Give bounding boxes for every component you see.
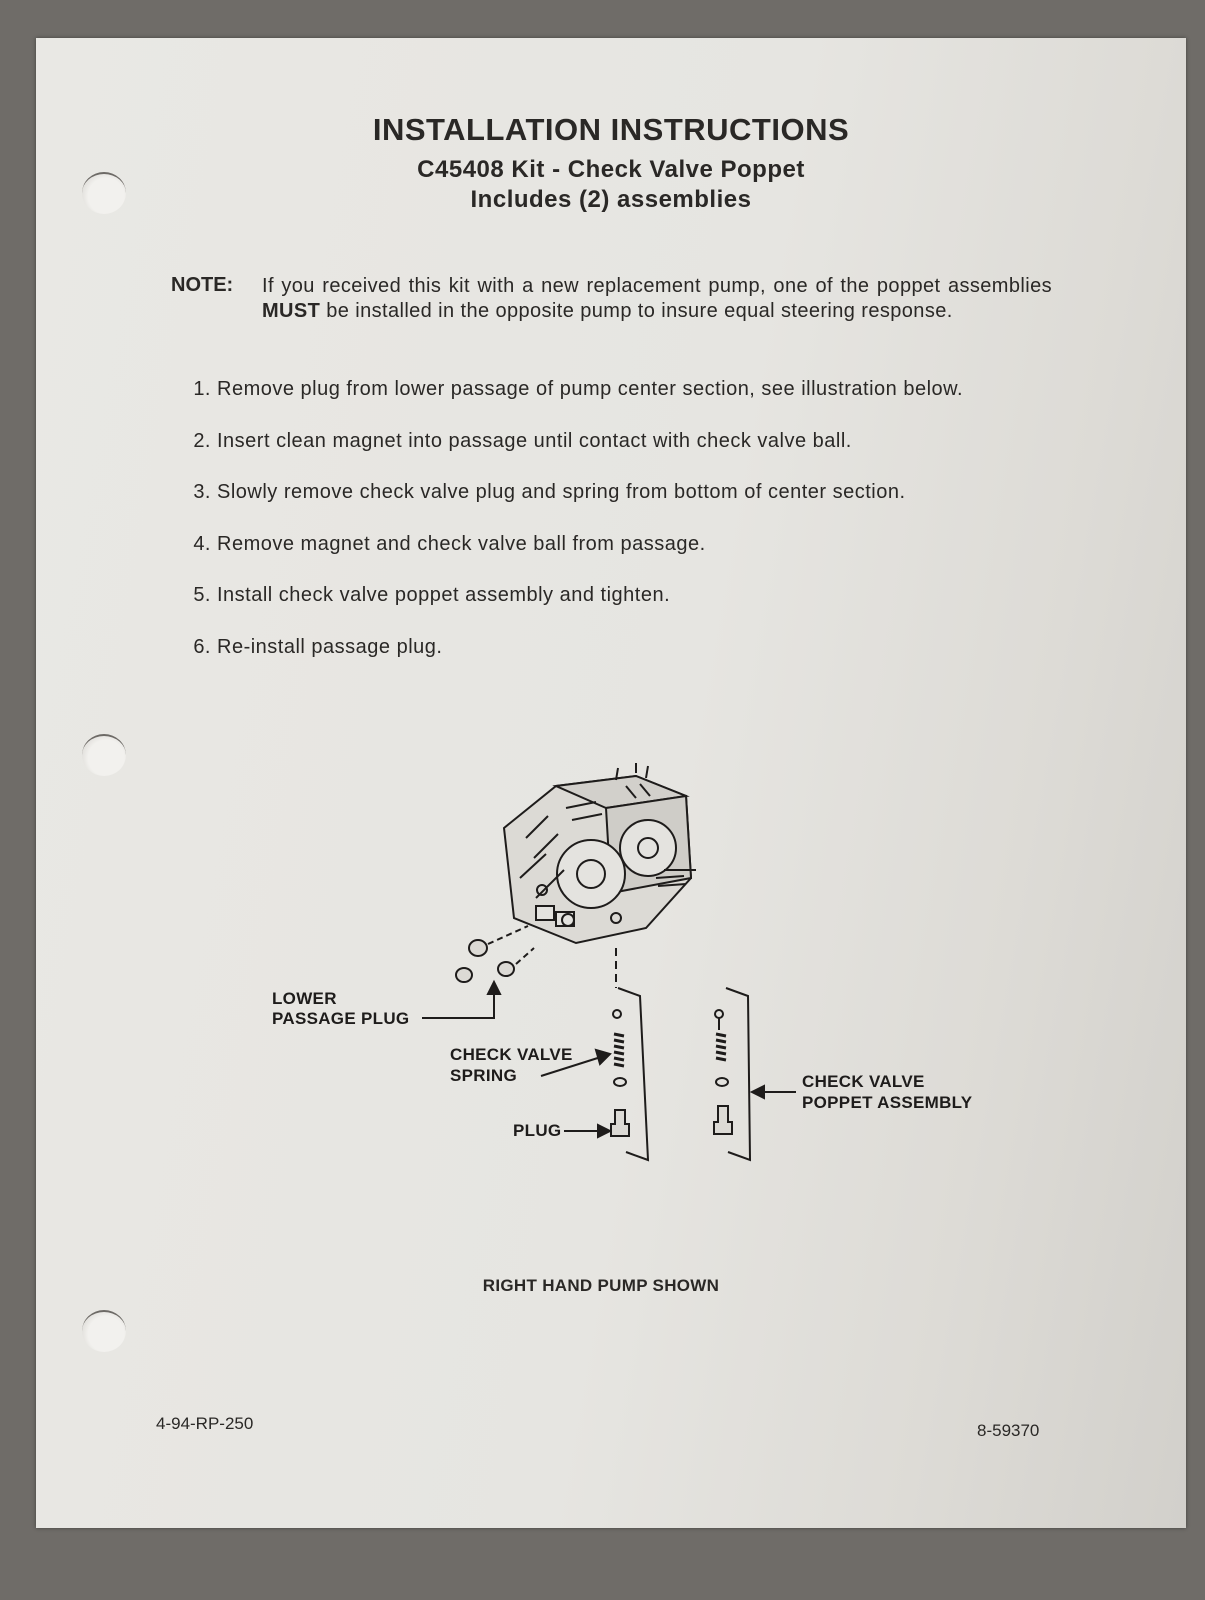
step-text: Remove magnet and check valve ball from passage. [217, 532, 706, 555]
figure-caption: RIGHT HAND PUMP SHOWN [482, 1276, 720, 1295]
step-number: 4. [193, 532, 211, 555]
step-text: Slowly remove check valve plug and spring from bottom of center section. [217, 481, 906, 503]
kit-includes: Includes (2) assemblies [470, 186, 752, 213]
poppet-plug-drawing [714, 1106, 732, 1134]
lower-plug-arrow [488, 982, 500, 994]
kit-subtitle: C45408 Kit - Check Valve Poppet [417, 156, 805, 183]
pump-body-drawing [504, 763, 696, 943]
step-text: Remove plug from lower passage of pump center section, see illustration below. [217, 378, 964, 400]
note-text-end: be installed in the opposite pump to insure equal steering response. [320, 300, 953, 322]
poppet-label-line2: POPPET ASSEMBLY [802, 1093, 973, 1112]
lower-plug-label-line1: LOWER [272, 989, 337, 1008]
note-label: NOTE: [171, 274, 234, 296]
poppet-ball [715, 1010, 723, 1018]
plug-drawing [611, 1110, 629, 1136]
step-number: 2. [193, 429, 211, 452]
step-number: 6. [193, 635, 211, 658]
step-text: Insert clean magnet into passage until contact with check valve ball. [217, 429, 852, 452]
check-valve-ball [613, 1010, 621, 1018]
lower-plug-label-line2: PASSAGE PLUG [272, 1009, 410, 1028]
spring-drawing [614, 1034, 624, 1066]
plug-parts-drawing [456, 926, 534, 982]
step-number: 1. [193, 378, 211, 400]
note-text-start: If you received this kit with a new replacement pump, one of the poppet assemblies [262, 275, 1052, 297]
document-code: 4-94-RP-250 [156, 1414, 254, 1433]
step-text: Re-install passage plug. [217, 635, 443, 658]
lower-plug-leader [422, 988, 494, 1018]
oring-drawing [614, 1078, 626, 1086]
document-page [36, 38, 1186, 1528]
poppet-spring-drawing [716, 1034, 726, 1060]
document-title: INSTALLATION INSTRUCTIONS [372, 112, 850, 147]
step-text: Install check valve poppet assembly and tighten. [217, 584, 671, 606]
part-number: 8-59370 [977, 1421, 1040, 1440]
plug-label: PLUG [513, 1121, 562, 1140]
pump-illustration [36, 38, 1186, 1528]
step-number: 3. [193, 481, 211, 503]
spring-label-line1: CHECK VALVE [450, 1045, 573, 1064]
poppet-label-line1: CHECK VALVE [802, 1072, 925, 1091]
note-emphasis: MUST [262, 300, 321, 322]
step-number: 5. [193, 584, 211, 606]
spring-label-line2: SPRING [450, 1066, 517, 1085]
